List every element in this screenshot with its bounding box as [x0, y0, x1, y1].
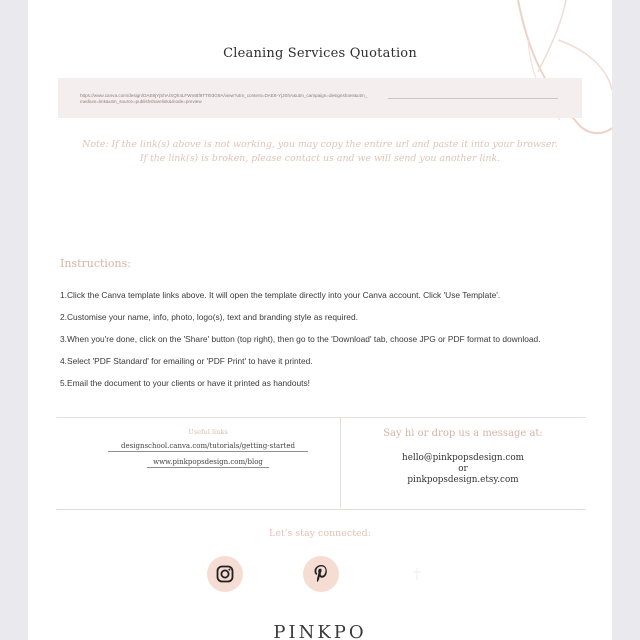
useful-link-canva[interactable]: designschool.canva.com/tutorials/getting-started: [121, 442, 295, 450]
faded-social-button[interactable]: [399, 556, 435, 592]
link-underline: [108, 451, 308, 452]
instagram-icon: [216, 565, 234, 583]
link-underline: [147, 467, 269, 468]
link-note: [28, 138, 612, 166]
brand-logo: PINKPO: [273, 622, 367, 640]
link-underline: [388, 98, 558, 99]
social-heading: Let's stay connected:: [269, 528, 371, 539]
contact-section: [358, 428, 568, 486]
pinterest-icon: [312, 564, 330, 584]
document-title: Cleaning Services Quotation: [223, 46, 417, 61]
divider: [56, 417, 586, 418]
contact-email[interactable]: hello@pinkpopsdesign.com: [402, 453, 524, 463]
instruction-step: 2.Customise your name, info, photo, logo(s), text and branding style as required.: [60, 312, 358, 322]
useful-links-heading: Useful links: [188, 428, 228, 436]
contact-heading: Say hi or drop us a message at:: [383, 428, 543, 439]
note-line-1: Note: If the link(s) above is not working, you may copy the entire url and paste it into your browser.: [82, 139, 558, 150]
decorative-brush-strokes: [468, 0, 612, 140]
note-line-2: If the link(s) is broken, please contact us and we will send you another link.: [139, 153, 501, 164]
divider: [56, 509, 586, 510]
instructions-heading: Instructions:: [60, 257, 131, 270]
instruction-step: 5.Email the document to your clients or have it printed as handouts!: [60, 378, 310, 388]
instagram-button[interactable]: [207, 556, 243, 592]
vertical-divider: [340, 418, 341, 508]
document-page: [28, 0, 612, 640]
instructions-list: [60, 288, 610, 398]
faded-social-icon: [410, 567, 424, 581]
instruction-step: 3.When you're done, click on the 'Share' button (top right), then go to the 'Download' tab, choose JPG or PDF format to download.: [60, 334, 541, 344]
instruction-step: 1.Click the Canva template links above. It will open the template directly into your Canva account. Click 'Use Template'.: [60, 290, 501, 300]
template-link-box: [58, 78, 582, 118]
instruction-step: 4.Select 'PDF Standard' for emailing or 'PDF Print' to have it printed.: [60, 356, 313, 366]
template-link[interactable]: https://www.canva.com/design/DAE8jYjShA/SQh4LFWmBf9TTt93G9A/view?utm_content=DAE8-YjJShA&utm_campaign=designshare&utm_medium=link&utm_source=publishsharelink&mode=preview: [80, 93, 368, 104]
pinterest-button[interactable]: [303, 556, 339, 592]
contact-or: or: [458, 464, 468, 474]
useful-link-blog[interactable]: www.pinkpopsdesign.com/blog: [153, 458, 263, 466]
contact-shop[interactable]: pinkpopsdesign.etsy.com: [407, 475, 519, 485]
useful-links-section: [88, 428, 328, 474]
